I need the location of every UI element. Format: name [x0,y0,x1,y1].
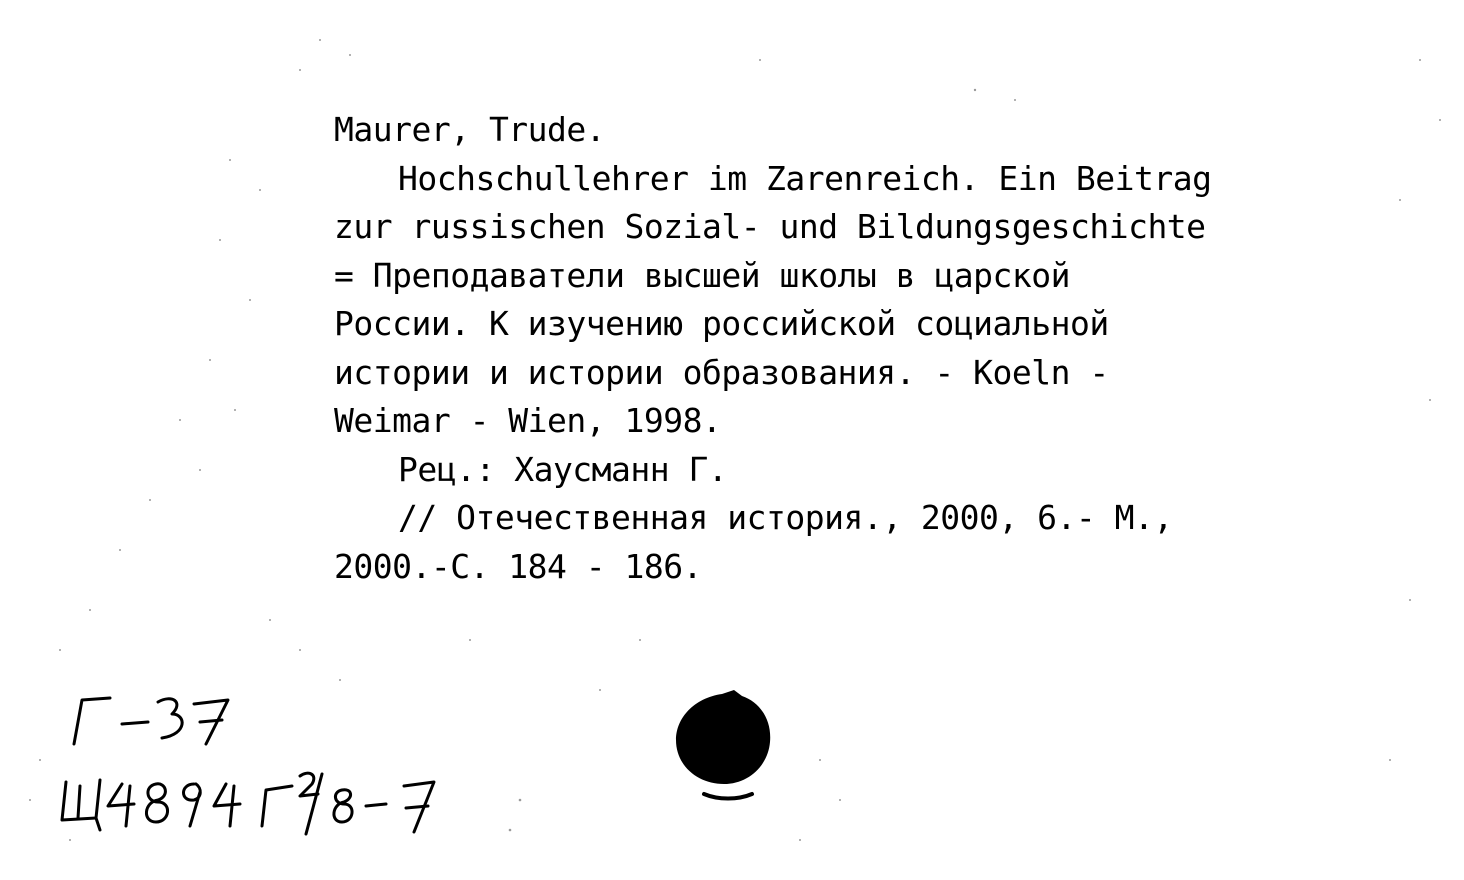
author-line: Maurer, Trude. [334,110,606,149]
handwritten-shelf-mark [60,680,560,860]
bibliographic-entry [334,106,1280,591]
title-line-3: = Преподаватели высшей школы в царской [334,255,1070,295]
title-line-5: истории и истории образования. - Koeln - [334,352,1109,392]
source-line-2: 2000.-С. 184 - 186. [334,546,702,586]
source-line-1: // Отечественная история., 2000, 6.- М., [398,498,1173,537]
review-line: Рец.: Хаусманн Г. [398,449,728,489]
title-line-6: Weimar - Wien, 1998. [334,401,722,440]
title-line-1: Hochschullehrer im Zarenreich. Ein Beitrag [398,158,1212,198]
title-line-2: zur russischen Sozial- und Bildungsgeschichte [334,207,1206,246]
punch-hole [660,680,800,810]
title-line-4: России. К изучению российской социальной [334,304,1109,343]
